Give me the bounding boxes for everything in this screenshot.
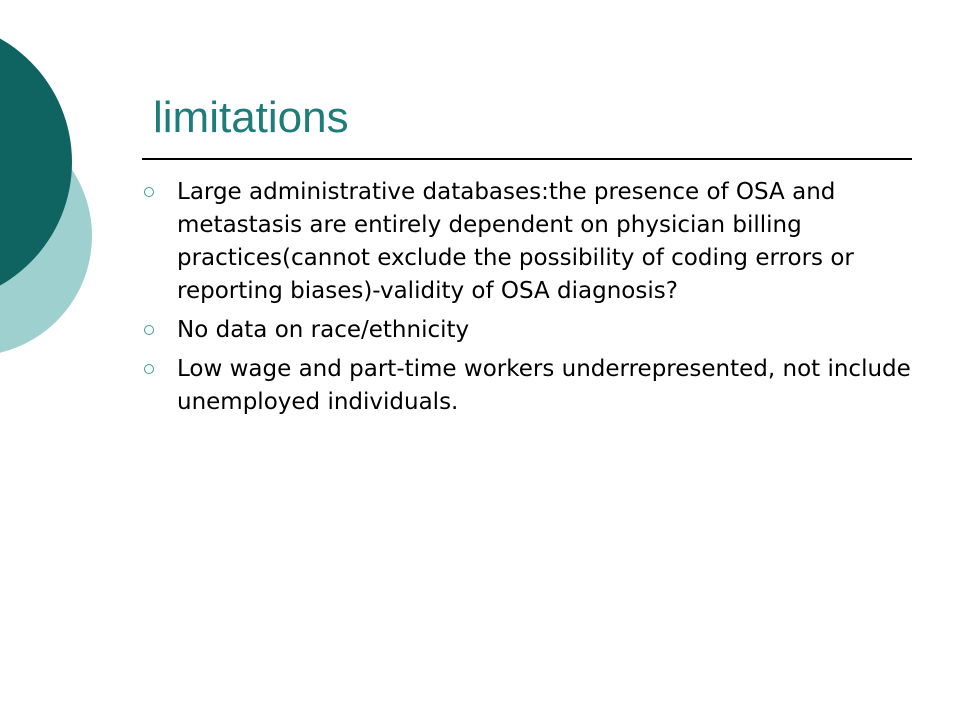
bullet-text: Large administrative databases:the presence of OSA and metastasis are entirely dependent on physician billing practices(cannot exclude the possibility of coding errors or reporting biases)-validity of OSA diagnosis? — [177, 179, 854, 304]
bullet-item — [142, 314, 912, 347]
bullet-text: No data on race/ethnicity — [177, 317, 470, 343]
bullet-item — [142, 176, 912, 308]
bullet-list — [142, 176, 912, 425]
bullet-item — [142, 353, 912, 419]
decorative-circles — [0, 0, 120, 400]
hollow-circle-bullet-icon — [144, 187, 154, 197]
bullet-text: Low wage and part-time workers underrepresented, not include unemployed individuals. — [177, 356, 911, 415]
slide-title: limitations — [153, 93, 349, 142]
hollow-circle-bullet-icon — [144, 364, 154, 374]
hollow-circle-bullet-icon — [144, 325, 154, 335]
title-divider — [142, 158, 912, 160]
